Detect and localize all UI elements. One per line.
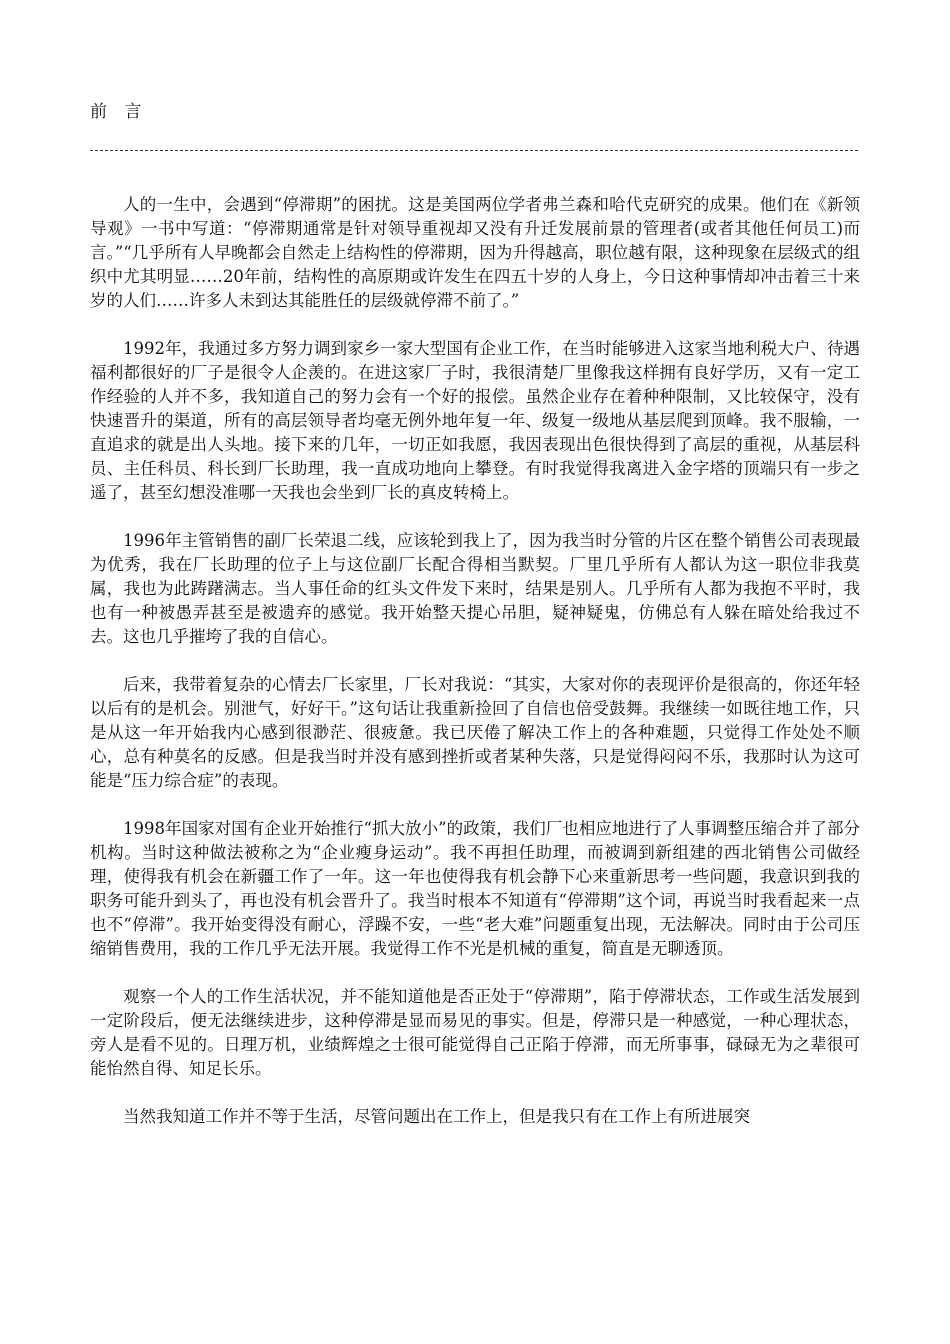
dashed-divider <box>90 150 858 151</box>
paragraph: 当然我知道工作并不等于生活，尽管问题出在工作上，但是我只有在工作上有所进展突 <box>123 1107 750 1126</box>
paragraph: 1998年国家对国有企业开始推行“抓大放小”的政策，我们厂也相应地进行了人事调整压缩合并了部分机构。当时这种做法被称之为“企业瘦身运动”。我不再担任助理，而被调到新组建的西北销售公司做经理，使得我有机会在新疆工作了一年。这一年也使得我有机会静下心来重新思考一些问题，我意识到我的职务可能升到头了，再也没有机会晋升了。我当时根本不知道有“停滞期”这个词，再说当时我看起来一点也不“停滞”。我开始变得没有耐心，浮躁不安，一些“老大难”问题重复出现，无法解决。同时由于公司压缩销售费用，我的工作几乎无法开展。我觉得工作不光是机械的重复，简直是无聊透顶。 <box>90 819 860 958</box>
paragraph: 1996年主管销售的副厂长荣退二线，应该轮到我上了，因为我当时分管的片区在整个销售公司表现最为优秀，我在厂长助理的位子上与这位副厂长配合得相当默契。厂里几乎所有人都认为这一职位非我莫属，我也为此踌躇满志。当人事任命的红头文件发下来时，结果是别人。几乎所有人都为我抱不平时，我也有一种被愚弄甚至是被遗弃的感觉。我开始整天提心吊胆，疑神疑鬼，仿佛总有人躲在暗处给我过不去。这也几乎摧垮了我的自信心。 <box>90 531 860 646</box>
paragraph: 1992年，我通过多方努力调到家乡一家大型国有企业工作，在当时能够进入这家当地利税大户、待遇福利都很好的厂子是很令人企羡的。在进这家厂子时，我很清楚厂里像我这样拥有良好学历，又有一定工作经验的人并不多，我知道自己的努力会有一个好的报偿。虽然企业存在着种种限制，又比较保守，没有快速晋升的渠道，所有的高层领导者均毫无例外地年复一年、级复一级地从基层爬到顶峰。我不服输，一直追求的就是出人头地。接下来的几年，一切正如我愿，我因表现出色很快得到了高层的重视，从基层科员、主任科员、科长到厂长助理，我一直成功地向上攀登。有时我觉得我离进入金字塔的顶端只有一步之遥了，甚至幻想没准哪一天我也会坐到厂长的真皮转椅上。 <box>90 339 860 502</box>
paragraph: 后来，我带着复杂的心情去厂长家里，厂长对我说：“其实，大家对你的表现评价是很高的，你还年轻以后有的是机会。别泄气，好好干。”这句话让我重新捡回了自信也倍受鼓舞。我继续一如既往地工作，只是从这一年开始我内心感到很渺茫、很疲惫。我已厌倦了解决工作上的各种难题，只觉得工作处处不顺心，总有种莫名的反感。但是我当时并没有感到挫折或者某种失落，只是觉得闷闷不乐，我那时认为这可能是“压力综合症”的表现。 <box>90 675 860 790</box>
paragraph: 观察一个人的工作生活状况，并不能知道他是否正处于“停滞期”，陷于停滞状态，工作或生活发展到一定阶段后，便无法继续进步，这种停滞是显而易见的事实。但是，停滞只是一种感觉，一种心理状态，旁人是看不见的。日理万机，业绩辉煌之士很可能觉得自己正陷于停滞，而无所事事，碌碌无为之辈很可能怡然自得、知足长乐。 <box>90 987 860 1078</box>
preface-heading: 前 言 <box>90 102 148 122</box>
paragraph: 人的一生中，会遇到“停滞期”的困扰。这是美国两位学者弗兰森和哈代克研究的成果。他们在《新领导观》一书中写道：“停滞期通常是针对领导重视却又没有升迁发展前景的管理者(或者其他任何员工)而言。”“几乎所有人早晚都会自然走上结构性的停滞期，因为升得越高，职位越有限，这种现象在层级式的组织中尤其明显……20年前，结构性的高原期或许发生在四五十岁的人身上，今日这种事情却冲击着三十来岁的人们……许多人未到达其能胜任的层级就停滞不前了。” <box>90 195 860 310</box>
document-body <box>90 193 860 1129</box>
document-page <box>90 96 860 1153</box>
